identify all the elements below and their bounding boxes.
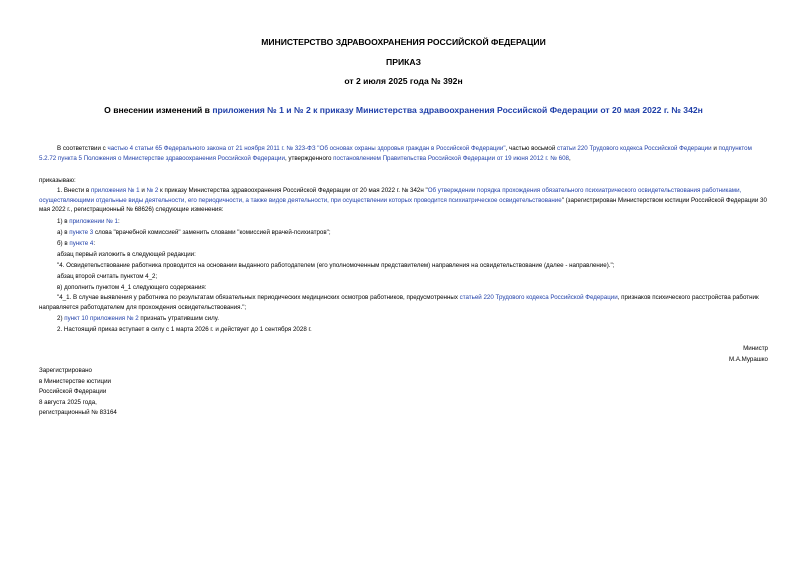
- sub2-text-2: признать утратившим силу.: [138, 315, 219, 322]
- abz1-line: [39, 250, 786, 260]
- item1-text-2: и: [139, 187, 147, 194]
- subv-line: [39, 283, 786, 293]
- suba-link[interactable]: пункте 3: [69, 229, 94, 236]
- preamble-text-1: В соответствии с: [57, 145, 108, 152]
- preamble-link-law[interactable]: частью 4 статьи 65 Федерального закона от 21 ноября 2011 г. № 323-ФЗ "Об основах охраны здоровья граждан в Российской Федерации": [107, 145, 506, 152]
- suba-line: [39, 228, 786, 238]
- sub1-text-1: 1) в: [57, 218, 70, 225]
- signature-name: М.А.Мурашко: [728, 356, 768, 363]
- item2-text: 2. Настоящий приказ вступает в силу с 1 марта 2026 г. и действует до 1 сентября 2028 г.: [57, 326, 312, 333]
- item1-text-3: к приказу Министерства здравоохранения Российской Федерации от 20 мая 2022 г. № 342н ": [158, 187, 428, 194]
- preamble-text-5: ,: [568, 154, 571, 162]
- doc-type-heading: ПРИКАЗ: [386, 57, 421, 67]
- preamble-link-labor-code[interactable]: статьи 220 Трудового кодекса Российской Федерации: [557, 145, 712, 152]
- ministry-heading: МИНИСТЕРСТВО ЗДРАВООХРАНЕНИЯ РОССИЙСКОЙ ФЕДЕРАЦИИ: [261, 37, 546, 47]
- preamble-text-4: , утвержденного: [284, 154, 334, 162]
- sub1-link[interactable]: приложении № 1: [69, 218, 118, 225]
- abz2-line: [39, 272, 786, 282]
- item1-text-1: 1. Внести в: [57, 187, 91, 194]
- item2-line: [39, 325, 786, 335]
- subb-line: [39, 239, 786, 249]
- item1-link-appendix-1[interactable]: приложения № 1: [90, 187, 140, 194]
- preamble-text-2: , частью восьмой: [505, 145, 558, 152]
- quote41-text-1: "4_1. В случае выявления у работника по результатам обязательных периодических медицинских осмотров работников, предусмотренных: [57, 294, 460, 301]
- item1-link-appendix-2[interactable]: № 2: [146, 187, 159, 194]
- signature-position: Министр: [743, 345, 768, 352]
- quote4-text: "4. Освидетельствование работника проводится на основании выданного работодателем (его уполномоченным представителем) направления на освидетельствование (далее - направление).";: [57, 262, 615, 269]
- registration-line-5: регистрационный № 83164: [39, 409, 117, 417]
- orders-line: [39, 176, 768, 186]
- orders-text: приказываю:: [39, 177, 76, 184]
- registration-line-3: Российской Федерации: [39, 388, 107, 396]
- registration-line-2: в Министерстве юстиции: [39, 377, 112, 385]
- registration-line-4: 8 августа 2025 года,: [39, 398, 97, 406]
- quote4-line: [39, 261, 786, 271]
- title-prefix: О внесении изменений в: [104, 105, 213, 115]
- suba-text-2: слова "врачебной комиссией" заменить словами "комиссией врачей-психиатров";: [93, 229, 331, 236]
- abz1-text: абзац первый изложить в следующей редакции:: [57, 251, 196, 258]
- registration-line-1: Зарегистрировано: [39, 367, 92, 374]
- preamble-text-3: и: [711, 145, 719, 152]
- preamble-link-resolution[interactable]: постановлением Правительства Российской Федерации от 19 июня 2012 г. № 608: [333, 154, 569, 162]
- registration-block: [39, 366, 117, 419]
- abz2-text: абзац второй считать пунктом 4_2;: [57, 273, 158, 280]
- sub2-line: [39, 314, 786, 324]
- suba-text-1: а) в: [57, 229, 70, 236]
- item-1-paragraph: [39, 186, 768, 215]
- subb-link[interactable]: пункте 4: [69, 240, 94, 247]
- subv-text: в) дополнить пунктом 4_1 следующего содержания:: [57, 284, 207, 291]
- quote41-link[interactable]: статьей 220 Трудового кодекса Российской Федерации: [459, 294, 618, 301]
- subb-text-2: :: [93, 240, 96, 247]
- item1-text-4: " (зарегистрирован Министерством юстиции Российской Федерации 30 мая 2022 г., регистрационный № 68626) следующие изменения:: [39, 196, 767, 214]
- preamble-link-regulation[interactable]: подпунктом 5.2.72 пункта 5 Положения о Министерстве здравоохранения Российской Федерации: [39, 145, 752, 162]
- quote41-paragraph: [39, 293, 768, 312]
- item1-link-order-title[interactable]: Об утверждении порядка прохождения обязательного психиатрического освидетельствования работниками, осуществляющими отдельные виды деятельности, его периодичности, а также видов деятельности, при осуществлении которых проводится психиатрическое освидетельствование: [39, 187, 742, 204]
- subb-text-1: б) в: [57, 240, 70, 247]
- document-title: [0, 105, 807, 115]
- sub1-line: [39, 217, 786, 227]
- sub2-text-1: 2): [57, 315, 65, 322]
- sub2-link[interactable]: пункт 10 приложения № 2: [64, 315, 139, 322]
- title-link[interactable]: приложения № 1 и № 2 к приказу Министерства здравоохранения Российской Федерации от 20 мая 2022 г. № 342н: [212, 105, 703, 115]
- date-number-heading: от 2 июля 2025 года № 392н: [344, 76, 463, 86]
- preamble-paragraph: [39, 144, 768, 163]
- quote41-text-2: , признаков психического расстройства работник направляется работодателем для прохождения освидетельствования.";: [39, 294, 759, 311]
- sub1-text-2: :: [117, 218, 120, 225]
